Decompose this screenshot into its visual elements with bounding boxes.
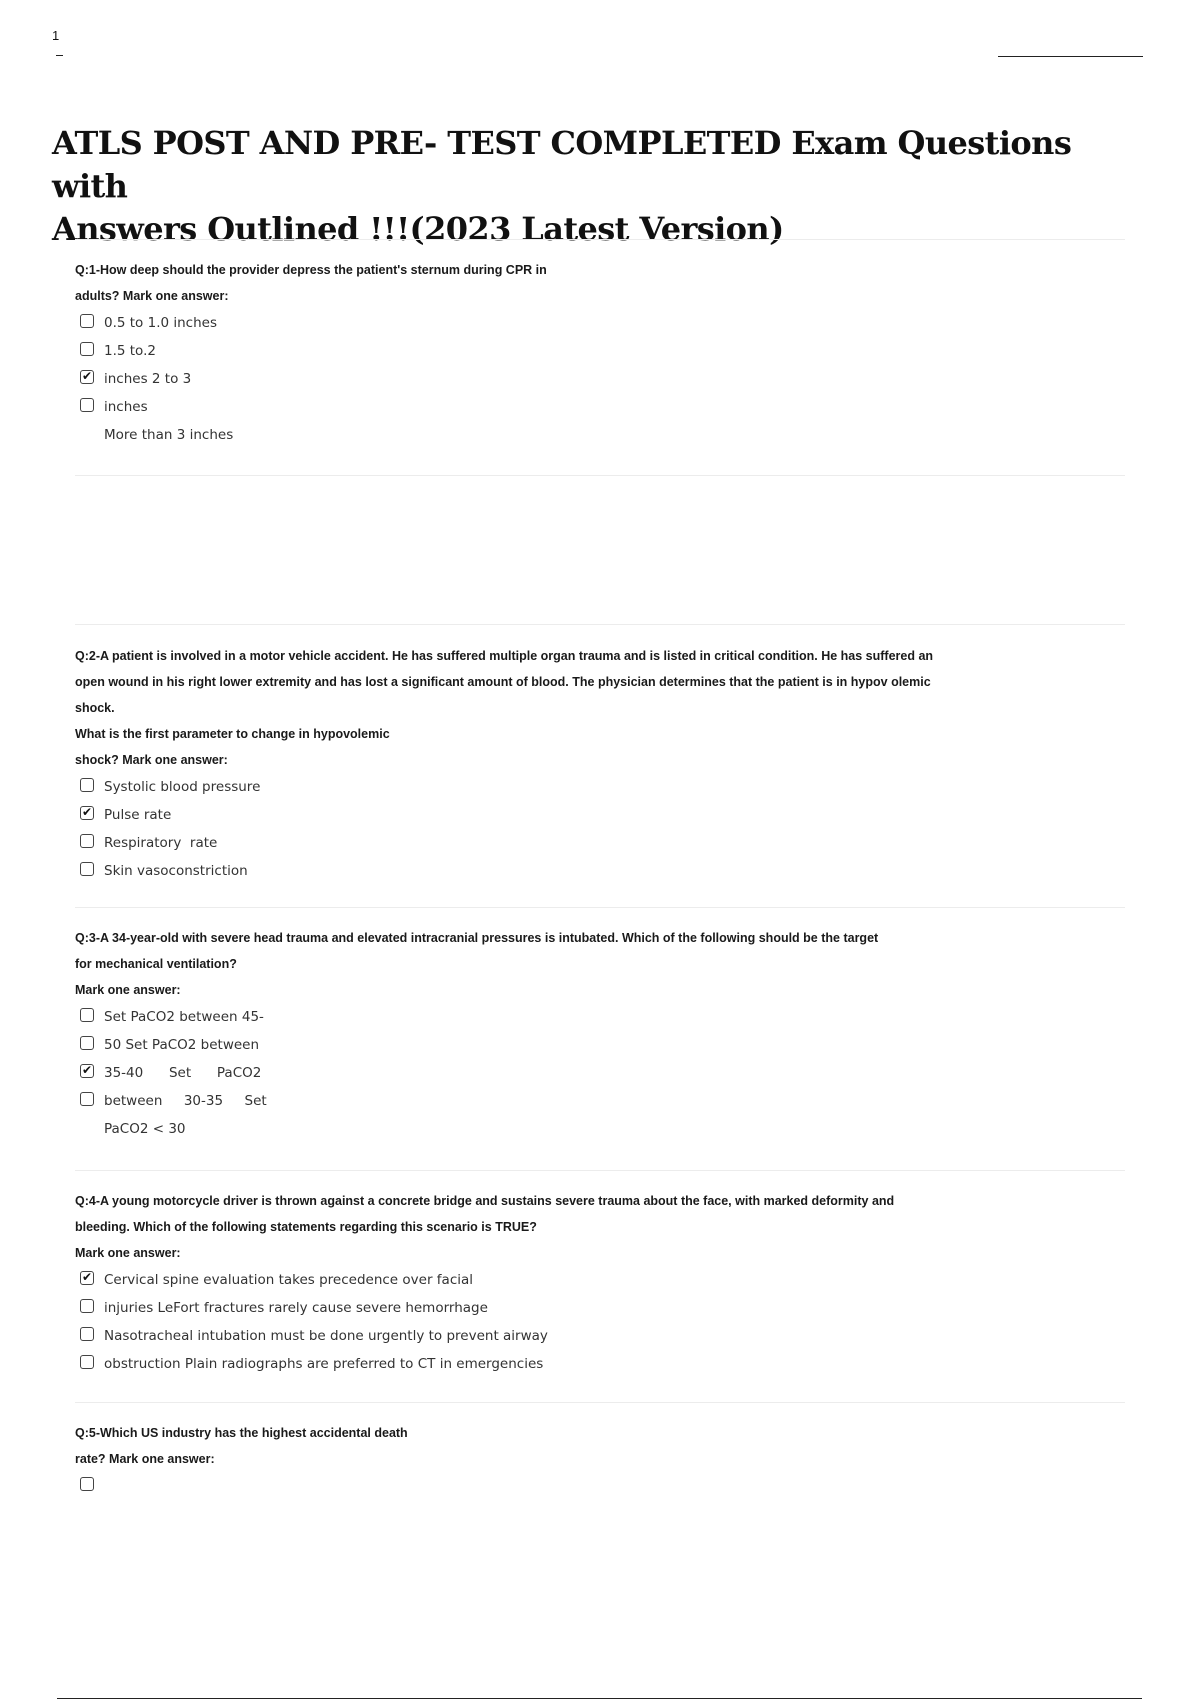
question-3-option-5: [75, 1115, 1125, 1143]
question-2-option-1[interactable]: [75, 773, 1125, 801]
question-1-option-5: [75, 421, 1125, 449]
question-2-option-4[interactable]: [75, 857, 1125, 885]
question-4-text-line-3: Mark one answer:: [75, 1246, 181, 1260]
checkbox[interactable]: [80, 1355, 94, 1369]
question-3-option-2[interactable]: [75, 1031, 1125, 1059]
checkbox[interactable]: [80, 314, 94, 328]
question-1-text-line-1: Q:1-How deep should the provider depress the patient's sternum during CPR in: [75, 263, 547, 277]
checkbox[interactable]: [80, 1299, 94, 1313]
page-dash: [56, 55, 63, 56]
option-label: 35-40 Set PaCO2: [104, 1065, 262, 1081]
option-label: obstruction Plain radiographs are preferred to CT in emergencies: [104, 1356, 544, 1372]
option-label: PaCO2 < 30: [104, 1121, 186, 1137]
option-label: inches: [104, 399, 148, 415]
option-label: between 30-35 Set: [104, 1093, 267, 1109]
checkbox[interactable]: [80, 1036, 94, 1050]
checkbox[interactable]: [80, 398, 94, 412]
question-4-option-4[interactable]: [75, 1350, 1125, 1378]
page-number: 1: [52, 28, 60, 43]
question-1: [75, 257, 1125, 449]
separator-2: [75, 624, 1125, 625]
option-label: Skin vasoconstriction: [104, 863, 248, 879]
separator-top: [75, 239, 1125, 240]
checkbox-checked[interactable]: ✔: [81, 1270, 93, 1284]
option-label: 50 Set PaCO2 between: [104, 1037, 260, 1053]
option-label: inches 2 to 3: [104, 371, 192, 387]
question-4-option-1[interactable]: [75, 1266, 1125, 1294]
option-label: Nasotracheal intubation must be done urgently to prevent airway: [104, 1328, 548, 1344]
option-label: Set PaCO2 between 45-: [104, 1009, 264, 1025]
document-title: [52, 122, 1112, 251]
checkbox[interactable]: [80, 834, 94, 848]
separator-3: [75, 907, 1125, 908]
checkbox[interactable]: [80, 1092, 94, 1106]
option-label: More than 3 inches: [104, 427, 234, 443]
question-3: [75, 925, 1125, 1143]
option-label: Systolic blood pressure: [104, 779, 261, 795]
question-1-option-4[interactable]: [75, 393, 1125, 421]
question-2-text-line-4: What is the first parameter to change in hypovolemic: [75, 727, 390, 741]
question-5: [75, 1420, 1125, 1500]
question-3-text-line-1: Q:3-A 34-year-old with severe head trauma and elevated intracranial pressures is intubated. Which of the following should be the target: [75, 931, 879, 945]
question-1-option-3[interactable]: [75, 365, 1125, 393]
header-rule: [998, 56, 1143, 57]
question-1-option-2[interactable]: [75, 337, 1125, 365]
question-2-option-3[interactable]: [75, 829, 1125, 857]
question-2: [75, 643, 1125, 885]
question-4: [75, 1188, 1125, 1378]
question-1-text-line-2: adults? Mark one answer:: [75, 289, 229, 303]
question-5-option-1[interactable]: [75, 1472, 1125, 1500]
question-3-text-line-2: for mechanical ventilation?: [75, 957, 237, 971]
question-4-text-line-1: Q:4-A young motorcycle driver is thrown against a concrete bridge and sustains severe trauma about the face, with marked deformity and: [75, 1194, 895, 1208]
checkbox-checked[interactable]: ✔: [81, 369, 93, 383]
footer-rule: [57, 1698, 1142, 1699]
option-label: Pulse rate: [104, 807, 172, 823]
option-label: Cervical spine evaluation takes precedence over facial: [104, 1272, 474, 1288]
checkbox[interactable]: [80, 1327, 94, 1341]
question-1-option-1[interactable]: [75, 309, 1125, 337]
question-2-text-line-1: Q:2-A patient is involved in a motor vehicle accident. He has suffered multiple organ trauma and is listed in critical condition. He has suffered an: [75, 649, 934, 663]
option-label: 0.5 to 1.0 inches: [104, 315, 217, 331]
question-4-text-line-2: bleeding. Which of the following statements regarding this scenario is TRUE?: [75, 1220, 537, 1234]
question-2-option-2[interactable]: [75, 801, 1125, 829]
question-4-option-3[interactable]: [75, 1322, 1125, 1350]
separator-5: [75, 1402, 1125, 1403]
checkbox[interactable]: [80, 1477, 94, 1491]
checkbox[interactable]: [80, 862, 94, 876]
option-label: injuries LeFort fractures rarely cause severe hemorrhage: [104, 1300, 488, 1316]
question-2-text-line-5: shock? Mark one answer:: [75, 753, 228, 767]
question-2-text-line-3: shock.: [75, 701, 115, 715]
question-2-text-line-2: open wound in his right lower extremity and has lost a significant amount of blood. The physician determines that the patient is in hypov olemic: [75, 675, 931, 689]
question-3-option-1[interactable]: [75, 1003, 1125, 1031]
question-5-text-line-2: rate? Mark one answer:: [75, 1452, 215, 1466]
checkbox-checked[interactable]: ✔: [81, 805, 93, 819]
separator-4: [75, 1170, 1125, 1171]
checkbox[interactable]: [80, 778, 94, 792]
option-label: Respiratory rate: [104, 835, 218, 851]
title-line-2: Answers Outlined !!!(2023 Latest Version): [52, 210, 784, 248]
checkbox[interactable]: [80, 342, 94, 356]
question-5-text-line-1: Q:5-Which US industry has the highest accidental death: [75, 1426, 408, 1440]
option-label: 1.5 to.2: [104, 343, 156, 359]
question-3-text-line-3: Mark one answer:: [75, 983, 181, 997]
checkbox-checked[interactable]: ✔: [81, 1063, 93, 1077]
title-line-1: ATLS POST AND PRE- TEST COMPLETED Exam Questions with: [52, 124, 1072, 205]
question-3-option-4[interactable]: [75, 1087, 1125, 1115]
question-4-option-2[interactable]: [75, 1294, 1125, 1322]
checkbox[interactable]: [80, 1008, 94, 1022]
question-3-option-3[interactable]: [75, 1059, 1125, 1087]
separator-1: [75, 475, 1125, 476]
